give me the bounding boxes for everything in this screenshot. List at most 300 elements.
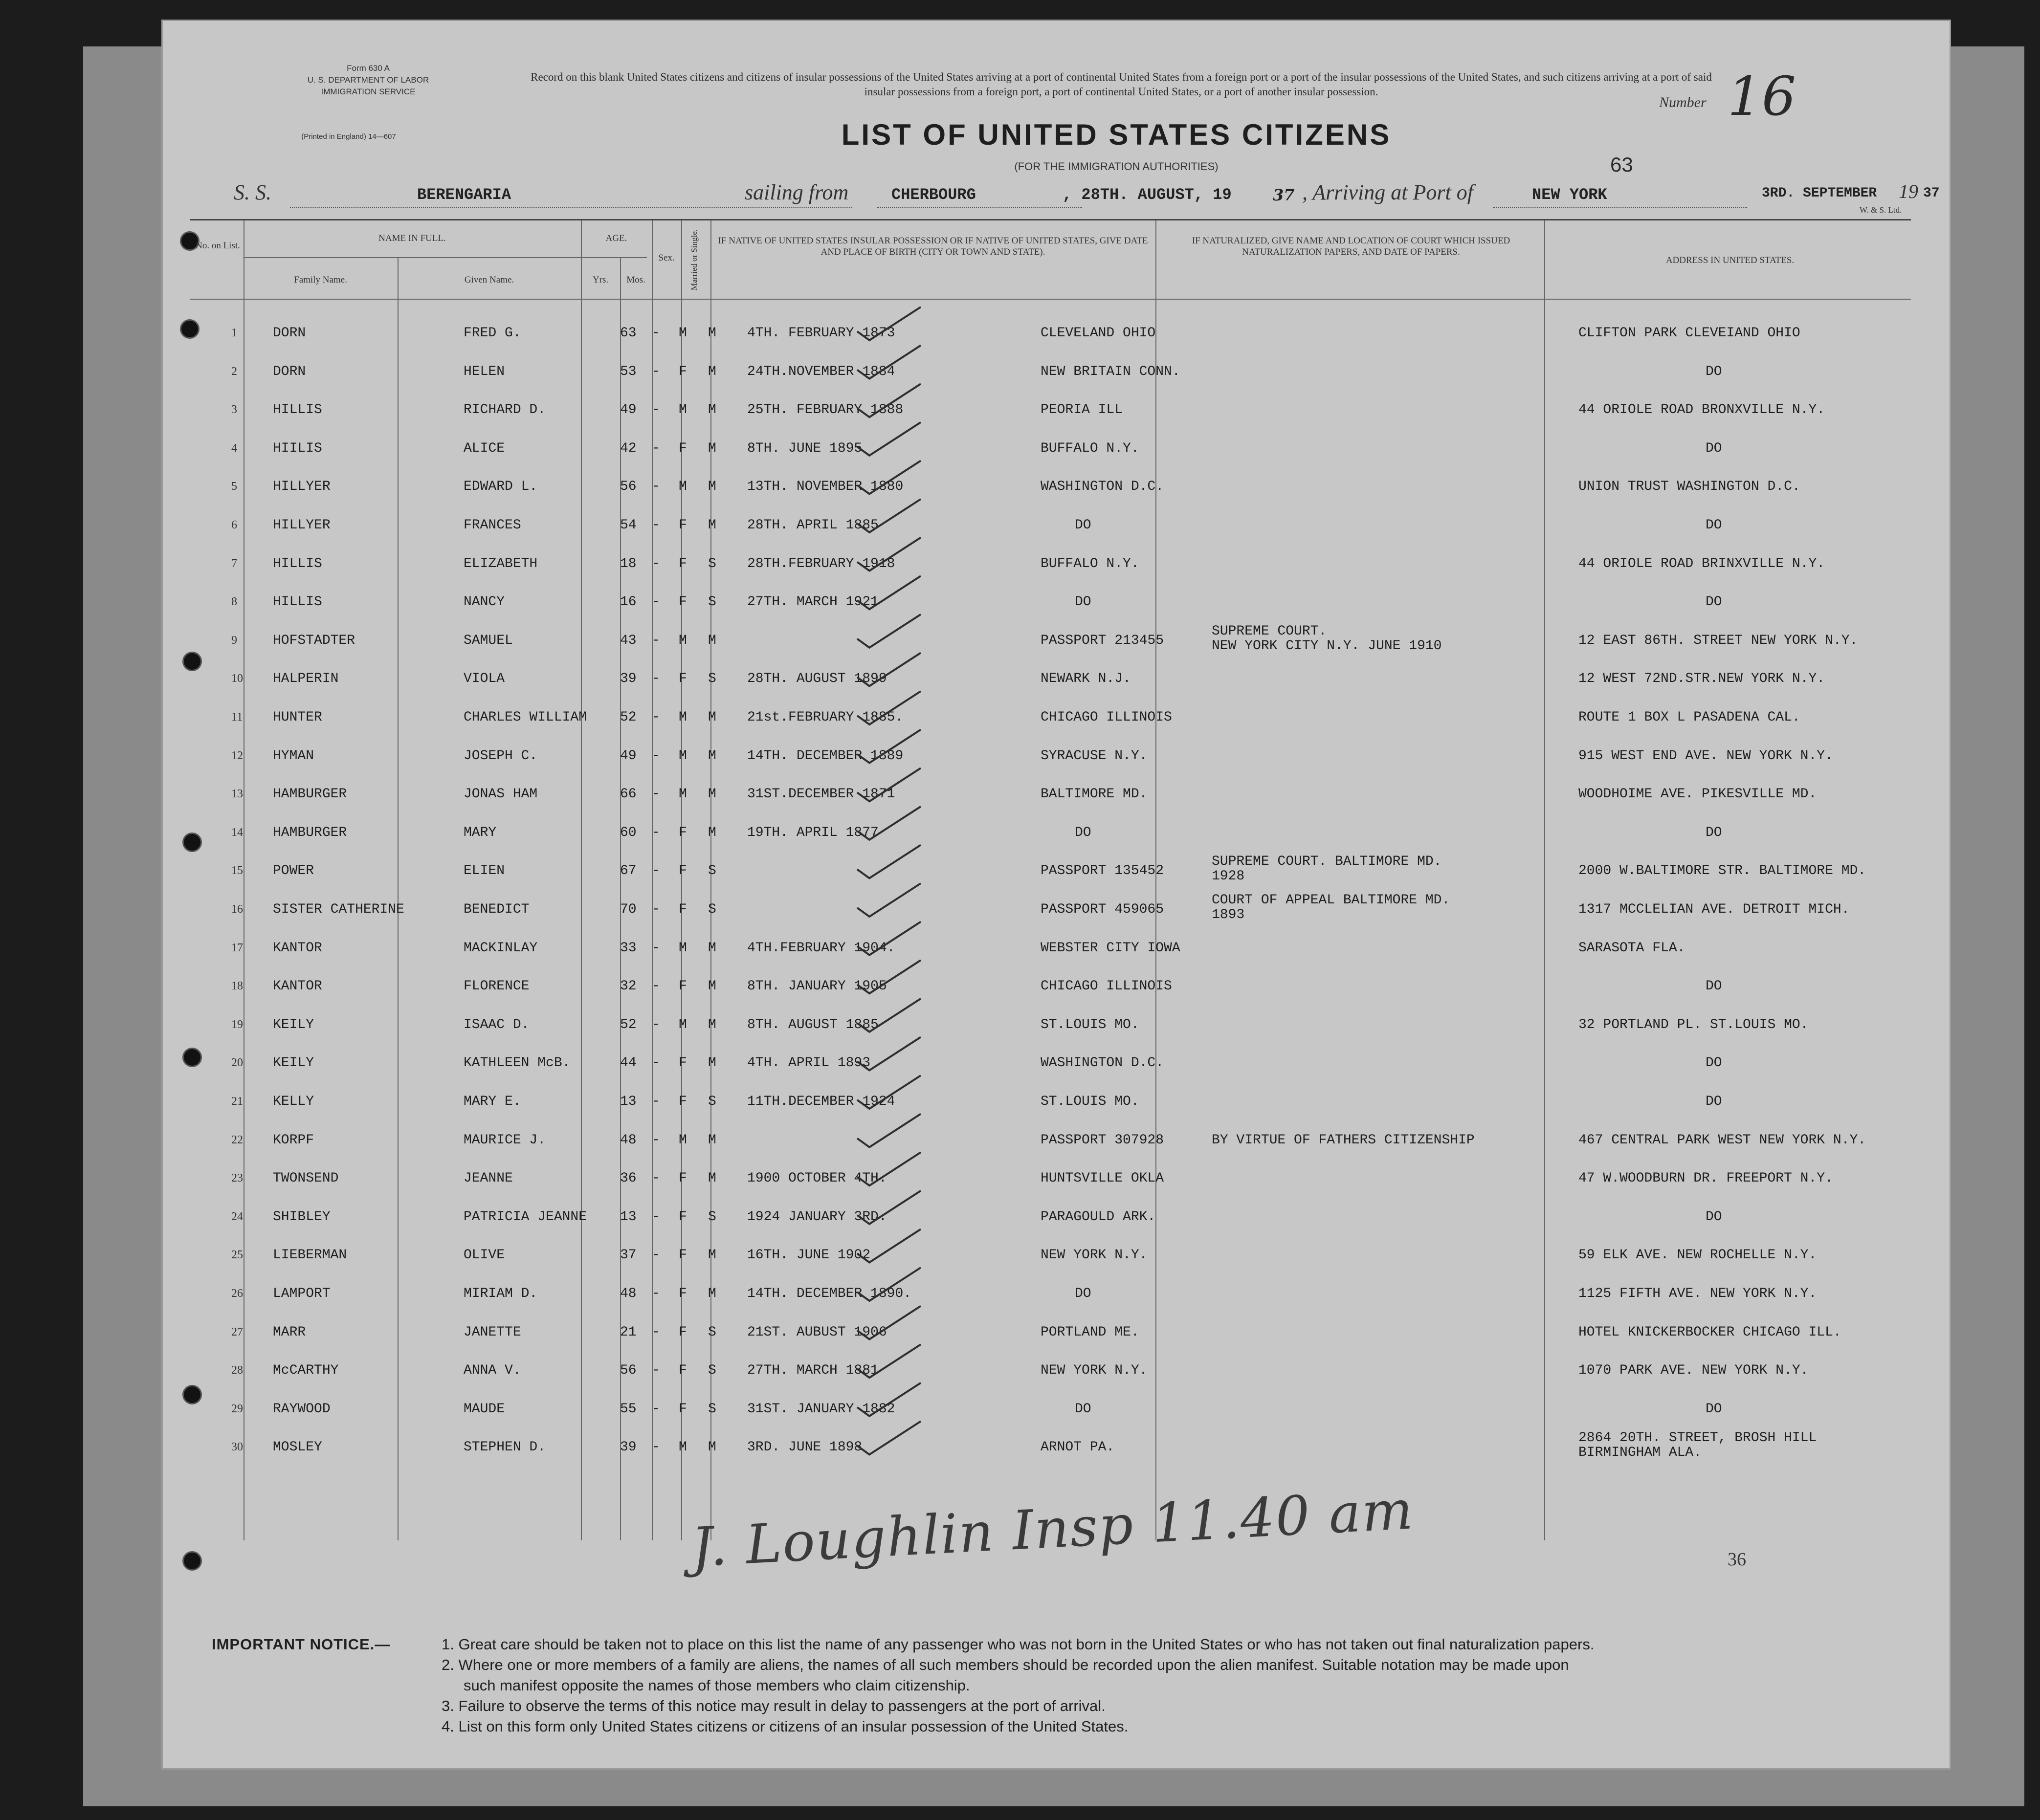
marital-status: M bbox=[708, 440, 716, 456]
table-row bbox=[190, 509, 1911, 543]
marital-status: M bbox=[708, 326, 716, 341]
family-name: KANTOR bbox=[273, 940, 322, 956]
page-number: 36 bbox=[1728, 1549, 1746, 1570]
age-years: 63 bbox=[620, 326, 637, 341]
sex: M bbox=[679, 326, 687, 341]
family-name: TWONSEND bbox=[273, 1171, 339, 1186]
sex: F bbox=[679, 1094, 687, 1109]
us-address: DO bbox=[1706, 364, 1722, 379]
family-name: MOSLEY bbox=[273, 1440, 322, 1455]
sex: F bbox=[679, 1171, 687, 1186]
check-mark bbox=[857, 614, 921, 648]
table-row bbox=[190, 586, 1911, 620]
family-name: KANTOR bbox=[273, 979, 322, 994]
row-number: 7 bbox=[231, 557, 237, 570]
voyage-line bbox=[163, 180, 1950, 214]
age-years: 44 bbox=[620, 1055, 637, 1071]
table-row bbox=[190, 970, 1911, 1004]
family-name: HILLIS bbox=[273, 402, 322, 418]
row-number: 27 bbox=[231, 1325, 243, 1338]
row-number: 10 bbox=[231, 672, 243, 685]
sex: F bbox=[679, 979, 687, 994]
table-row bbox=[190, 1316, 1911, 1350]
marital-status: M bbox=[708, 979, 716, 994]
sex: F bbox=[679, 1401, 687, 1417]
birth-place: DO bbox=[1075, 594, 1091, 610]
age-months: - bbox=[652, 594, 660, 610]
sex: M bbox=[679, 479, 687, 495]
family-name: HYMAN bbox=[273, 748, 314, 764]
given-name: BENEDICT bbox=[464, 902, 530, 917]
age-years: 56 bbox=[620, 479, 637, 495]
sex: F bbox=[679, 1324, 687, 1340]
us-address: DO bbox=[1706, 1055, 1722, 1071]
birth-place: BUFFALO N.Y. bbox=[1041, 440, 1139, 456]
notice-item-3: 3. Failure to observe the terms of this notice may result in delay to passengers at the port of arrival. bbox=[442, 1697, 1106, 1714]
page-subtitle: (FOR THE IMMIGRATION AUTHORITIES) bbox=[1014, 160, 1219, 173]
given-name: ELIZABETH bbox=[464, 556, 538, 571]
family-name: SHIBLEY bbox=[273, 1209, 331, 1225]
check-mark bbox=[857, 460, 921, 494]
table-row bbox=[190, 816, 1911, 851]
sex: F bbox=[679, 863, 687, 879]
birth-date: 31ST. JANUARY 1882 bbox=[747, 1401, 895, 1417]
sailing-date: , 28TH. AUGUST, 19 bbox=[1063, 186, 1232, 204]
check-mark bbox=[857, 691, 921, 724]
marital-status: S bbox=[708, 902, 716, 917]
us-address: 915 WEST END AVE. NEW YORK N.Y. bbox=[1578, 748, 1833, 764]
col-header-address: ADDRESS IN UNITED STATES. bbox=[1665, 255, 1795, 265]
row-number: 22 bbox=[231, 1133, 243, 1146]
table-row bbox=[190, 624, 1911, 658]
manifest-page bbox=[161, 20, 1951, 1770]
given-name: STEPHEN D. bbox=[464, 1440, 546, 1455]
check-mark bbox=[857, 845, 921, 878]
check-mark bbox=[857, 346, 921, 379]
family-name: KEILY bbox=[273, 1055, 314, 1071]
col-header-mos: Mos. bbox=[626, 275, 645, 285]
check-mark bbox=[857, 1075, 921, 1109]
age-years: 48 bbox=[620, 1286, 637, 1301]
given-name: SAMUEL bbox=[464, 633, 513, 648]
us-address: DO bbox=[1706, 825, 1722, 840]
birth-date: 19TH. APRIL 1877 bbox=[747, 825, 879, 840]
birth-place: CHICAGO ILLINOIS bbox=[1041, 979, 1172, 994]
birth-date: 8TH. JUNE 1895 bbox=[747, 440, 863, 456]
birth-date: 14TH. DECEMBER 1890. bbox=[747, 1286, 912, 1301]
row-number: 9 bbox=[231, 634, 237, 647]
us-address: HOTEL KNICKERBOCKER CHICAGO ILL. bbox=[1578, 1324, 1841, 1340]
marital-status: S bbox=[708, 863, 716, 879]
row-number: 25 bbox=[231, 1249, 243, 1262]
check-mark bbox=[857, 1191, 921, 1224]
row-number: 4 bbox=[231, 441, 237, 455]
sex: F bbox=[679, 902, 687, 917]
marital-status: M bbox=[708, 1171, 716, 1186]
marital-status: M bbox=[708, 940, 716, 956]
age-months: - bbox=[652, 1286, 660, 1301]
departure-port: CHERBOURG bbox=[891, 186, 976, 204]
table-row bbox=[190, 1162, 1911, 1196]
check-mark bbox=[857, 730, 921, 763]
birth-place: NEW YORK N.Y. bbox=[1041, 1248, 1148, 1263]
marital-status: S bbox=[708, 556, 716, 571]
us-address: 1070 PARK AVE. NEW YORK N.Y. bbox=[1578, 1363, 1809, 1379]
check-mark bbox=[857, 1383, 921, 1416]
us-address: 47 W.WOODBURN DR. FREEPORT N.Y. bbox=[1578, 1171, 1833, 1186]
marital-status: M bbox=[708, 1055, 716, 1071]
given-name: HELEN bbox=[464, 364, 505, 379]
row-number: 17 bbox=[231, 941, 243, 954]
us-address: 2864 20TH. STREET, BROSH HILL BIRMINGHAM ALA. bbox=[1578, 1430, 1817, 1461]
birth-date: 3RD. JUNE 1898 bbox=[747, 1440, 863, 1455]
birth-date: 1924 JANUARY 3RD. bbox=[747, 1209, 887, 1225]
age-years: 55 bbox=[620, 1401, 637, 1417]
age-years: 66 bbox=[620, 787, 637, 802]
age-years: 56 bbox=[620, 1363, 637, 1379]
birth-place: NEW YORK N.Y. bbox=[1041, 1363, 1148, 1379]
row-number: 8 bbox=[231, 595, 237, 609]
birth-date: 13TH. NOVEMBER 1880 bbox=[747, 479, 904, 495]
birth-place: WEBSTER CITY IOWA bbox=[1041, 940, 1180, 956]
us-address: WOODHOIME AVE. PIKESVILLE MD. bbox=[1578, 787, 1817, 802]
given-name: MAUDE bbox=[464, 1401, 505, 1417]
family-name: RAYWOOD bbox=[273, 1401, 331, 1417]
marital-status: S bbox=[708, 594, 716, 610]
sex: F bbox=[679, 364, 687, 379]
age-months: - bbox=[652, 440, 660, 456]
col-header-birth: IF NATIVE OF UNITED STATES INSULAR POSSESSION OR IF NATIVE OF UNITED STATES, GIVE DATE AND PLACE OF BIRTH (CITY OR TOWN AND STATE). bbox=[718, 236, 1148, 257]
family-name: HOFSTADTER bbox=[273, 633, 355, 648]
us-address: 1125 FIFTH AVE. NEW YORK N.Y. bbox=[1578, 1286, 1817, 1301]
birth-place: HUNTSVILLE OKLA bbox=[1041, 1171, 1164, 1186]
sex: F bbox=[679, 671, 687, 687]
form-number: Form 630 A bbox=[347, 64, 390, 73]
age-years: 52 bbox=[620, 710, 637, 725]
age-months: - bbox=[652, 402, 660, 418]
row-number: 11 bbox=[231, 711, 243, 724]
stamp-number: 63 bbox=[1610, 153, 1633, 176]
age-months: - bbox=[652, 1324, 660, 1340]
given-name: ISAAC D. bbox=[464, 1017, 530, 1032]
col-header-name: NAME IN FULL. bbox=[378, 233, 446, 243]
age-years: 39 bbox=[620, 1440, 637, 1455]
age-years: 49 bbox=[620, 402, 637, 418]
us-address: 32 PORTLAND PL. ST.LOUIS MO. bbox=[1578, 1017, 1809, 1032]
notice-item-1: 1. Great care should be taken not to place on this list the name of any passenger who was not born in the United States or who has not taken out final naturalization papers. bbox=[442, 1636, 1595, 1653]
check-mark bbox=[857, 307, 921, 340]
age-months: - bbox=[652, 1171, 660, 1186]
notice-item-4: 4. List on this form only United States citizens or citizens of an insular possession of the United States. bbox=[442, 1718, 1129, 1735]
birth-date: 25TH. FEBRUARY 1888 bbox=[747, 402, 904, 418]
row-number: 3 bbox=[231, 403, 237, 417]
check-mark bbox=[857, 1306, 921, 1339]
row-number: 20 bbox=[231, 1056, 243, 1070]
row-number: 12 bbox=[231, 749, 243, 762]
row-number: 19 bbox=[231, 1018, 243, 1031]
birth-date: 11TH.DECEMBER 1924 bbox=[747, 1094, 895, 1109]
us-address: DO bbox=[1706, 1401, 1722, 1417]
birth-place: PEORIA ILL bbox=[1041, 402, 1123, 418]
row-number: 5 bbox=[231, 480, 237, 493]
row-number: 29 bbox=[231, 1402, 243, 1415]
table-row bbox=[190, 470, 1911, 504]
naturalization: SUPREME COURT. NEW YORK CITY N.Y. JUNE 1910 bbox=[1212, 623, 1442, 654]
birth-date: 16TH. JUNE 1902 bbox=[747, 1248, 871, 1263]
age-months: - bbox=[652, 633, 660, 648]
marital-status: M bbox=[708, 825, 716, 840]
given-name: PATRICIA JEANNE bbox=[464, 1209, 587, 1225]
notice-item-2-cont: such manifest opposite the names of those members who claim citizenship. bbox=[464, 1677, 970, 1694]
birth-place: WASHINGTON D.C. bbox=[1041, 1055, 1164, 1071]
age-months: - bbox=[652, 1132, 660, 1148]
check-mark bbox=[857, 653, 921, 686]
birth-date: 24TH.NOVEMBER 1884 bbox=[747, 364, 895, 379]
arrival-year-prefix: 19 bbox=[1899, 180, 1918, 202]
us-address: DO bbox=[1706, 1094, 1722, 1109]
birth-date: 21st.FEBRUARY 1885. bbox=[747, 710, 904, 725]
col-header-family: Family Name. bbox=[294, 275, 347, 285]
us-address: 1317 MCCLELIAN AVE. DETROIT MICH. bbox=[1578, 902, 1850, 917]
age-years: 33 bbox=[620, 940, 637, 956]
us-address: DO bbox=[1706, 979, 1722, 994]
check-marks bbox=[847, 300, 955, 1532]
marital-status: M bbox=[708, 1286, 716, 1301]
sex: M bbox=[679, 1440, 687, 1455]
sex: M bbox=[679, 940, 687, 956]
table-row bbox=[190, 1124, 1911, 1158]
birth-place: ST.LOUIS MO. bbox=[1041, 1094, 1139, 1109]
table-row bbox=[190, 355, 1911, 390]
table-row bbox=[190, 317, 1911, 351]
age-years: 54 bbox=[620, 518, 637, 533]
sex: F bbox=[679, 1363, 687, 1379]
age-years: 21 bbox=[620, 1324, 637, 1340]
notice-item-2: 2. Where one or more members of a family are aliens, the names of all such members should be recorded upon the alien manifest. Suitable notation may be made upon bbox=[442, 1656, 1569, 1673]
check-mark bbox=[857, 999, 921, 1032]
age-months: - bbox=[652, 787, 660, 802]
birth-place: PORTLAND ME. bbox=[1041, 1324, 1139, 1340]
table-row bbox=[190, 893, 1911, 927]
marital-status: M bbox=[708, 1248, 716, 1263]
row-number: 16 bbox=[231, 903, 243, 916]
family-name: MARR bbox=[273, 1324, 306, 1340]
us-address: ROUTE 1 BOX L PASADENA CAL. bbox=[1578, 710, 1800, 725]
page-title: LIST OF UNITED STATES CITIZENS bbox=[841, 118, 1392, 151]
table-row bbox=[190, 394, 1911, 428]
sex: F bbox=[679, 1209, 687, 1225]
family-name: HILLYER bbox=[273, 479, 331, 495]
marital-status: S bbox=[708, 1324, 716, 1340]
birth-place: CLEVELAND OHIO bbox=[1041, 326, 1156, 341]
us-address: DO bbox=[1706, 518, 1722, 533]
us-address: 467 CENTRAL PARK WEST NEW YORK N.Y. bbox=[1578, 1132, 1866, 1148]
table-row bbox=[190, 1354, 1911, 1388]
check-mark bbox=[857, 960, 921, 993]
age-years: 42 bbox=[620, 440, 637, 456]
family-name: HIILIS bbox=[273, 440, 322, 456]
age-years: 13 bbox=[620, 1094, 637, 1109]
col-header-naturalized: IF NATURALIZED, GIVE NAME AND LOCATION OF COURT WHICH ISSUED NATURALIZATION PAPERS, AND DATE OF PAPERS. bbox=[1192, 236, 1510, 257]
us-address: DO bbox=[1706, 594, 1722, 610]
family-name: McCARTHY bbox=[273, 1363, 339, 1379]
age-months: - bbox=[652, 710, 660, 725]
age-months: - bbox=[652, 518, 660, 533]
given-name: VIOLA bbox=[464, 671, 505, 687]
age-months: - bbox=[652, 671, 660, 687]
sex: M bbox=[679, 748, 687, 764]
marital-status: S bbox=[708, 1363, 716, 1379]
age-months: - bbox=[652, 1440, 660, 1455]
sex: F bbox=[679, 1055, 687, 1071]
given-name: MARY bbox=[464, 825, 497, 840]
sex: F bbox=[679, 594, 687, 610]
age-months: - bbox=[652, 326, 660, 341]
age-years: 13 bbox=[620, 1209, 637, 1225]
table-row bbox=[190, 778, 1911, 812]
family-name: HUNTER bbox=[273, 710, 322, 725]
family-name: POWER bbox=[273, 863, 314, 879]
family-name: HILLIS bbox=[273, 556, 322, 571]
row-number: 21 bbox=[231, 1095, 243, 1108]
given-name: CHARLES WILLIAM bbox=[464, 710, 587, 725]
sex: M bbox=[679, 710, 687, 725]
check-mark bbox=[857, 384, 921, 417]
check-mark bbox=[857, 807, 921, 840]
birth-date: 27TH. MARCH 1921 bbox=[747, 594, 879, 610]
given-name: MAURICE J. bbox=[464, 1132, 546, 1148]
table-row bbox=[190, 932, 1911, 966]
arrival-date: 3RD. SEPTEMBER bbox=[1762, 186, 1877, 201]
age-months: - bbox=[652, 1363, 660, 1379]
table-row bbox=[190, 1047, 1911, 1081]
birth-place: PASSPORT 135452 bbox=[1041, 863, 1164, 879]
age-months: - bbox=[652, 556, 660, 571]
row-number: 6 bbox=[231, 519, 237, 531]
sex: F bbox=[679, 825, 687, 840]
birth-place: DO bbox=[1075, 1286, 1091, 1301]
marital-status: M bbox=[708, 787, 716, 802]
sex: F bbox=[679, 1248, 687, 1263]
record-instructions: Record on this blank United States citizens and citizens of insular possessions of the United States arriving at a port of continental United States from a foreign port or a port of the insular possessions of the United States, and such citizens arriving at a port of said insular possessions from a foreign port, a port of continental United States, or a port of another insular possession. bbox=[531, 71, 1712, 98]
ship-name: BERENGARIA bbox=[417, 186, 511, 204]
birth-place: NEW BRITAIN CONN. bbox=[1041, 364, 1180, 379]
given-name: RICHARD D. bbox=[464, 402, 546, 418]
given-name: FLORENCE bbox=[464, 979, 530, 994]
age-years: 53 bbox=[620, 364, 637, 379]
age-months: - bbox=[652, 940, 660, 956]
age-years: 67 bbox=[620, 863, 637, 879]
marital-status: M bbox=[708, 633, 716, 648]
form-identifier bbox=[285, 63, 451, 141]
sex: F bbox=[679, 556, 687, 571]
birth-place: CHICAGO ILLINOIS bbox=[1041, 710, 1172, 725]
sex: F bbox=[679, 1286, 687, 1301]
marital-status: M bbox=[708, 518, 716, 533]
table-row bbox=[190, 1393, 1911, 1427]
birth-place: BALTIMORE MD. bbox=[1041, 787, 1148, 802]
age-months: - bbox=[652, 748, 660, 764]
age-months: - bbox=[652, 902, 660, 917]
age-months: - bbox=[652, 825, 660, 840]
marital-status: M bbox=[708, 710, 716, 725]
table-row bbox=[190, 548, 1911, 582]
form-department: U. S. DEPARTMENT OF LABOR bbox=[307, 75, 429, 85]
check-mark bbox=[857, 768, 921, 801]
row-number: 30 bbox=[231, 1441, 243, 1454]
table-row bbox=[190, 740, 1911, 774]
sex: M bbox=[679, 633, 687, 648]
birth-date: 4TH. APRIL 1893 bbox=[747, 1055, 871, 1071]
age-years: 43 bbox=[620, 633, 637, 648]
marital-status: M bbox=[708, 748, 716, 764]
binder-hole-icon bbox=[182, 1551, 202, 1571]
check-mark bbox=[857, 576, 921, 609]
birth-place: PARAGOULD ARK. bbox=[1041, 1209, 1156, 1225]
given-name: JEANNE bbox=[464, 1171, 513, 1186]
age-years: 70 bbox=[620, 902, 637, 917]
given-name: ALICE bbox=[464, 440, 505, 456]
birth-place: ARNOT PA. bbox=[1041, 1440, 1115, 1455]
family-name: DORN bbox=[273, 364, 306, 379]
marital-status: M bbox=[708, 1017, 716, 1032]
birth-place: NEWARK N.J. bbox=[1041, 671, 1131, 687]
birth-date: 21ST. AUBUST 1906 bbox=[747, 1324, 887, 1340]
notice-heading: IMPORTANT NOTICE.— bbox=[212, 1636, 391, 1653]
us-address: 59 ELK AVE. NEW ROCHELLE N.Y. bbox=[1578, 1248, 1817, 1263]
table-row bbox=[190, 855, 1911, 889]
check-mark bbox=[857, 499, 921, 532]
birth-place: PASSPORT 459065 bbox=[1041, 902, 1164, 917]
age-months: - bbox=[652, 1017, 660, 1032]
check-mark bbox=[857, 1037, 921, 1070]
us-address: 44 ORIOLE ROAD BRINXVILLE N.Y. bbox=[1578, 556, 1825, 571]
sailing-year: 37 bbox=[1273, 186, 1295, 204]
given-name: FRED G. bbox=[464, 326, 521, 341]
us-address: 2000 W.BALTIMORE STR. BALTIMORE MD. bbox=[1578, 863, 1866, 879]
age-years: 16 bbox=[620, 594, 637, 610]
given-name: ANNA V. bbox=[464, 1363, 521, 1379]
age-months: - bbox=[652, 1248, 660, 1263]
marital-status: M bbox=[708, 1440, 716, 1455]
birth-date: 27TH. MARCH 1881 bbox=[747, 1363, 879, 1379]
birth-date: 28TH. APRIL 1885 bbox=[747, 518, 879, 533]
age-months: - bbox=[652, 1094, 660, 1109]
row-number: 13 bbox=[231, 788, 243, 801]
family-name: KEILY bbox=[273, 1017, 314, 1032]
naturalization: SUPREME COURT. BALTIMORE MD. 1928 bbox=[1212, 854, 1442, 884]
check-mark bbox=[857, 1421, 921, 1454]
table-row bbox=[190, 1431, 1911, 1465]
sex: F bbox=[679, 518, 687, 533]
age-years: 39 bbox=[620, 671, 637, 687]
marital-status: S bbox=[708, 671, 716, 687]
family-name: KORPF bbox=[273, 1132, 314, 1148]
form-service: IMMIGRATION SERVICE bbox=[321, 87, 416, 96]
col-header-given: Given Name. bbox=[464, 275, 514, 285]
number-label: Number bbox=[1659, 94, 1707, 110]
birth-date: 1900 OCTOBER 4TH. bbox=[747, 1171, 887, 1186]
check-mark bbox=[857, 1114, 921, 1147]
us-address: DO bbox=[1706, 1209, 1722, 1225]
birth-date: 31ST.DECEMBER 1871 bbox=[747, 787, 895, 802]
age-years: 36 bbox=[620, 1171, 637, 1186]
col-header-sex: Sex. bbox=[658, 253, 675, 263]
inspector-signature: J. Loughlin Insp 11.40 am bbox=[689, 1478, 1416, 1579]
row-number: 14 bbox=[231, 826, 243, 839]
row-number: 1 bbox=[231, 327, 237, 339]
row-number: 23 bbox=[231, 1172, 243, 1185]
